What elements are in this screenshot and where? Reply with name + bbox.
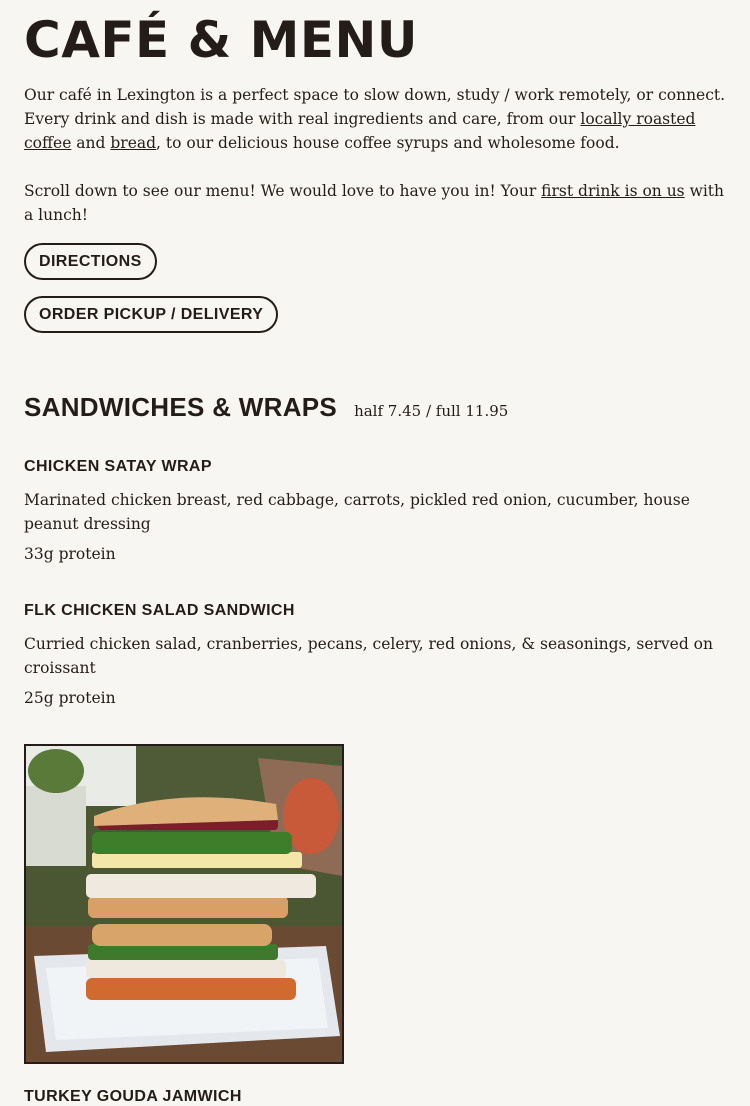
sandwich-photo	[24, 744, 344, 1064]
section-title: SANDWICHES & WRAPS	[24, 392, 338, 422]
section-price: half 7.45 / full 11.95	[354, 402, 509, 420]
menu-item-protein: 25g protein	[24, 689, 116, 707]
menu-item-description: Curried chicken salad, cranberries, pecans, celery, red onions, & seasonings, served on croissant	[24, 635, 713, 677]
menu-item-name: CHICKEN SATAY WRAP	[24, 458, 212, 475]
first-drink-link[interactable]: first drink is on us	[541, 182, 685, 200]
menu-item-description: Marinated chicken breast, red cabbage, carrots, pickled red onion, cucumber, house peanut dressing	[24, 491, 690, 533]
intro-text	[24, 83, 726, 251]
bread-link[interactable]: bread	[110, 134, 157, 152]
menu-item-protein: 33g protein	[24, 545, 116, 563]
locally-roasted-coffee-link[interactable]: locally roasted coffee	[24, 110, 696, 152]
page-title: CAFÉ & MENU	[24, 11, 418, 69]
section-header	[24, 392, 508, 423]
intro-paragraph-1: Our café in Lexington is a perfect space to slow down, study / work remotely, or connect. Every drink and dish is made with real ingredients and care, from our locally roasted coffee and bread, to our delicious house coffee syrups and wholesome food.	[24, 86, 726, 152]
menu-item-name: FLK CHICKEN SALAD SANDWICH	[24, 602, 295, 619]
order-pickup-delivery-button[interactable]: ORDER PICKUP / DELIVERY	[24, 296, 278, 333]
directions-button[interactable]: DIRECTIONS	[24, 243, 157, 280]
sandwich-image	[26, 746, 342, 1062]
menu-item-name: TURKEY GOUDA JAMWICH	[24, 1088, 242, 1105]
intro-paragraph-2: Scroll down to see our menu! We would love to have you in! Your first drink is on us with a lunch!	[24, 182, 725, 224]
